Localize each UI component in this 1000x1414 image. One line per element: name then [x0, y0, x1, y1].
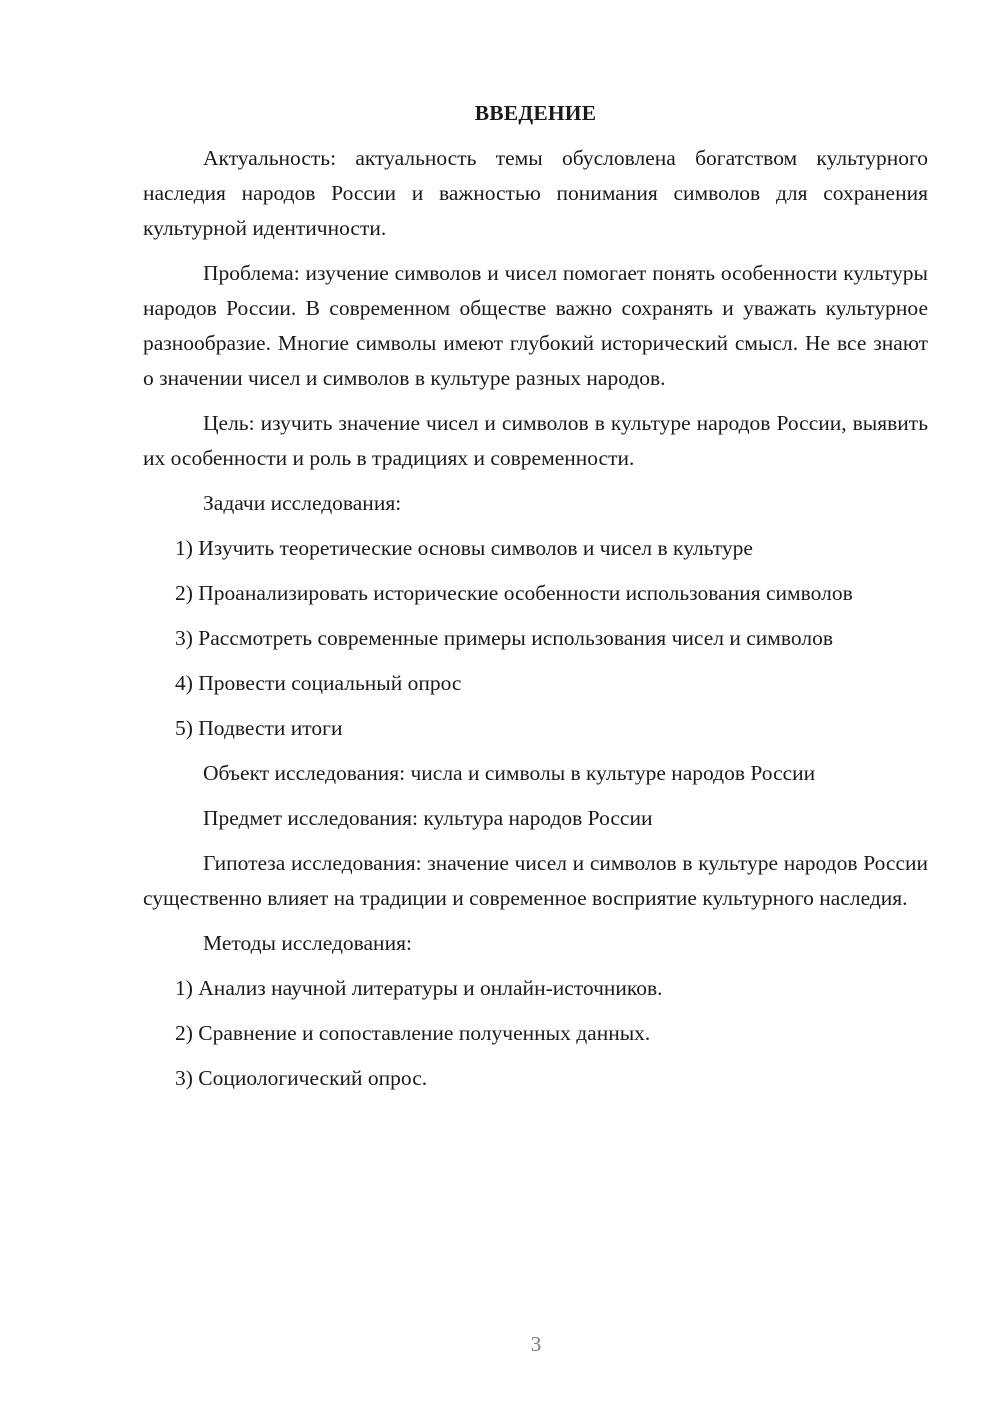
research-object: Объект исследования: числа и символы в культуре народов России — [203, 761, 816, 785]
method-item: 2) Сравнение и сопоставление полученных данных. — [175, 1021, 651, 1045]
tasks-heading: Задачи исследования: — [203, 491, 402, 515]
research-subject: Предмет исследования: культура народов России — [203, 806, 653, 830]
method-item: 3) Социологический опрос. — [175, 1066, 428, 1090]
section-title: ВВЕДЕНИЕ — [474, 101, 597, 125]
task-item: 3) Рассмотреть современные примеры использования чисел и символов — [175, 626, 833, 650]
problem-paragraph: Проблема: изучение символов и чисел помогает понять особенности культуры народов России. В современном обществе важно сохранять и уважать культурное разнообразие. Многие символы имеют глубокий исторический смысл. Не все знают о значении чисел и символов в культуре разных народов. — [143, 261, 928, 390]
task-item: 2) Проанализировать исторические особенности использования символов — [175, 581, 853, 605]
methods-heading: Методы исследования: — [203, 931, 412, 955]
research-hypothesis: Гипотеза исследования: значение чисел и символов в культуре народов России существенно влияет на традиции и современное восприятие культурного наследия. — [143, 851, 928, 910]
relevance-paragraph: Актуальность: актуальность темы обусловлена богатством культурного наследия народов России и важностью понимания символов для сохранения культурной идентичности. — [143, 146, 928, 240]
task-item: 5) Подвести итоги — [175, 716, 343, 740]
method-item: 1) Анализ научной литературы и онлайн-источников. — [175, 976, 663, 1000]
page-number: 3 — [530, 1332, 542, 1356]
task-item: 1) Изучить теоретические основы символов и чисел в культуре — [175, 536, 753, 560]
goal-paragraph: Цель: изучить значение чисел и символов в культуре народов России, выявить их особенности и роль в традициях и современности. — [143, 411, 928, 470]
document-page — [143, 96, 928, 1106]
task-item: 4) Провести социальный опрос — [175, 671, 462, 695]
